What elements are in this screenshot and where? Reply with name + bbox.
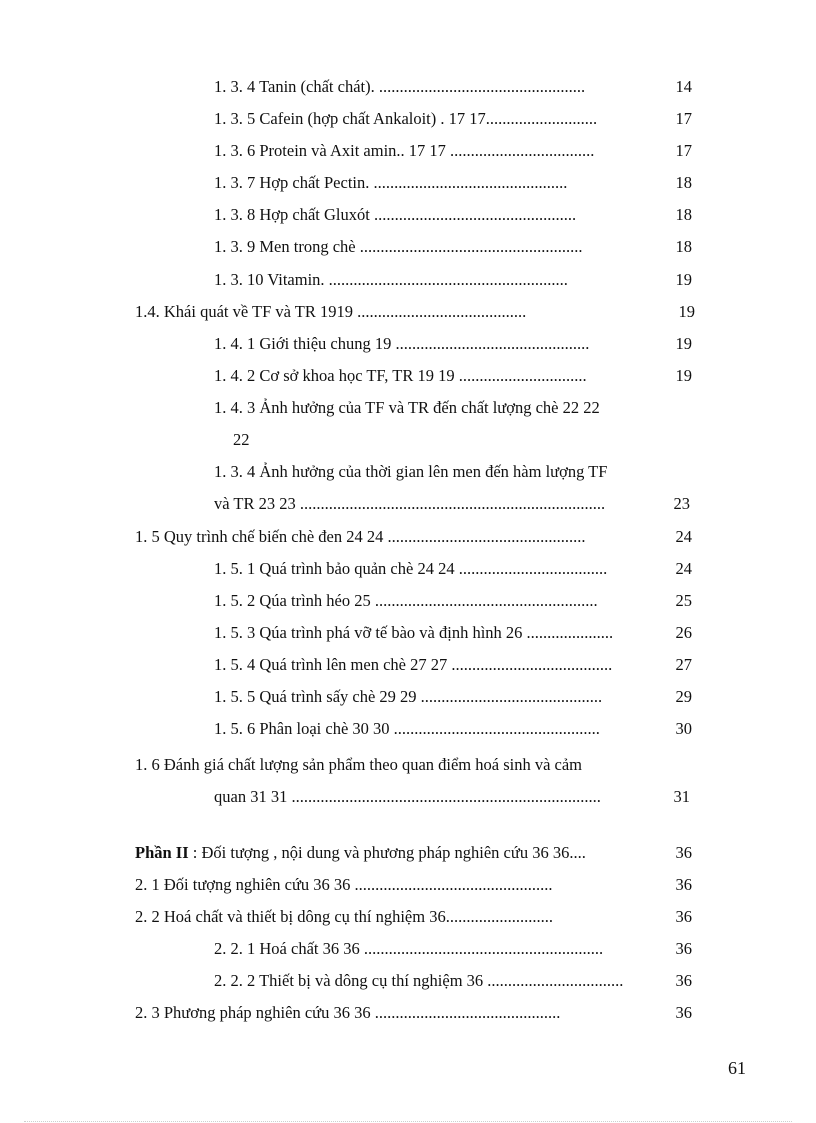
toc-text-continued: và TR 23 23 .......................................................................... bbox=[214, 494, 606, 513]
toc-page: 17 bbox=[675, 141, 692, 160]
toc-text: 1. 4. 1 Giới thiệu chung 19 ............................................... bbox=[214, 334, 590, 353]
toc-text: 1. 5. 1 Quá trình bảo quản chè 24 24 .................................... bbox=[214, 559, 608, 578]
toc-text-continued: 22 bbox=[233, 430, 250, 449]
toc-page: 36 bbox=[675, 971, 692, 990]
toc-page: 26 bbox=[675, 623, 692, 642]
toc-text: 1. 3. 7 Hợp chất Pectin. ............................................... bbox=[214, 173, 568, 192]
toc-text: 2. 3 Phương pháp nghiên cứu 36 36 ............................................. bbox=[135, 1003, 561, 1022]
toc-text-continued: quan 31 31 ........................................................................... bbox=[214, 787, 601, 806]
toc-text: 1. 3. 4 Ảnh hưởng của thời gian lên men đến hàm lượng TF bbox=[214, 462, 608, 481]
toc-page: 31 bbox=[673, 787, 690, 806]
toc-page: 36 bbox=[675, 843, 692, 862]
toc-page: 19 bbox=[675, 270, 692, 289]
toc-text: 1. 5. 2 Qúa trình héo 25 ...................................................... bbox=[214, 591, 598, 610]
toc-text: 1. 3. 5 Cafein (hợp chất Ankaloit) . 17 17........................... bbox=[214, 109, 598, 128]
toc-text: 2. 2. 2 Thiết bị và dông cụ thí nghiệm 36 ................................. bbox=[214, 971, 624, 990]
toc-text: 1. 3. 6 Protein và Axit amin.. 17 17 ................................... bbox=[214, 141, 595, 160]
toc-page: 36 bbox=[675, 907, 692, 926]
toc-page: 27 bbox=[675, 655, 692, 674]
toc-page: 19 bbox=[675, 366, 692, 385]
toc-page: 17 bbox=[675, 109, 692, 128]
toc-text: 1. 5. 3 Qúa trình phá vỡ tế bào và định hình 26 ..................... bbox=[214, 623, 614, 642]
toc-text: 1.4. Khái quát về TF và TR 1919 ......................................... bbox=[135, 302, 527, 321]
toc-page: 36 bbox=[675, 1003, 692, 1022]
toc-page: 18 bbox=[675, 237, 692, 256]
toc-page: 24 bbox=[675, 559, 692, 578]
toc-text: 1. 3. 4 Tanin (chất chát). .................................................. bbox=[214, 77, 586, 96]
part-label: Phần II bbox=[135, 843, 189, 862]
toc-text: 1. 3. 9 Men trong chè ...................................................... bbox=[214, 237, 583, 256]
toc-text: 1. 4. 2 Cơ sở khoa học TF, TR 19 19 ............................... bbox=[214, 366, 587, 385]
toc-text: 2. 1 Đối tượng nghiên cứu 36 36 ................................................ bbox=[135, 875, 553, 894]
toc-text: 1. 5. 4 Quá trình lên men chè 27 27 ....................................... bbox=[214, 655, 613, 674]
toc-page: 29 bbox=[675, 687, 692, 706]
toc-page: 19 bbox=[675, 334, 692, 353]
footer-divider bbox=[24, 1121, 792, 1122]
toc-text: 2. 2 Hoá chất và thiết bị dông cụ thí nghiệm 36.......................... bbox=[135, 907, 553, 926]
toc-text: 1. 4. 3 Ảnh hưởng của TF và TR đến chất lượng chè 22 22 bbox=[214, 398, 600, 417]
toc-text: 1. 5 Quy trình chế biến chè đen 24 24 ................................................ bbox=[135, 527, 586, 546]
toc-page: 14 bbox=[675, 77, 692, 96]
toc-text: 1. 3. 10 Vitamin. .......................................................... bbox=[214, 270, 568, 289]
toc-text: 1. 3. 8 Hợp chất Gluxót ................................................. bbox=[214, 205, 577, 224]
toc-text: 2. 2. 1 Hoá chất 36 36 .......................................................... bbox=[214, 939, 604, 958]
toc-text: 1. 5. 6 Phân loại chè 30 30 .................................................. bbox=[214, 719, 600, 738]
page-number: 61 bbox=[728, 1058, 746, 1078]
toc-page: 36 bbox=[675, 875, 692, 894]
toc-text: 1. 6 Đánh giá chất lượng sản phẩm theo quan điểm hoá sinh và cảm bbox=[135, 755, 583, 774]
toc-page: 23 bbox=[673, 494, 690, 513]
toc-page: 18 bbox=[675, 173, 692, 192]
toc-page: 24 bbox=[675, 527, 692, 546]
toc-page: 36 bbox=[675, 939, 692, 958]
toc-text: 1. 5. 5 Quá trình sấy chè 29 29 ............................................ bbox=[214, 687, 603, 706]
toc-page: 19 bbox=[678, 302, 695, 321]
toc-page: 18 bbox=[675, 205, 692, 224]
toc-text bbox=[135, 843, 586, 863]
toc-page: 30 bbox=[675, 719, 692, 738]
toc-page: 25 bbox=[675, 591, 692, 610]
part-title: : Đối tượng , nội dung và phương pháp nghiên cứu 36 36.... bbox=[188, 843, 586, 862]
